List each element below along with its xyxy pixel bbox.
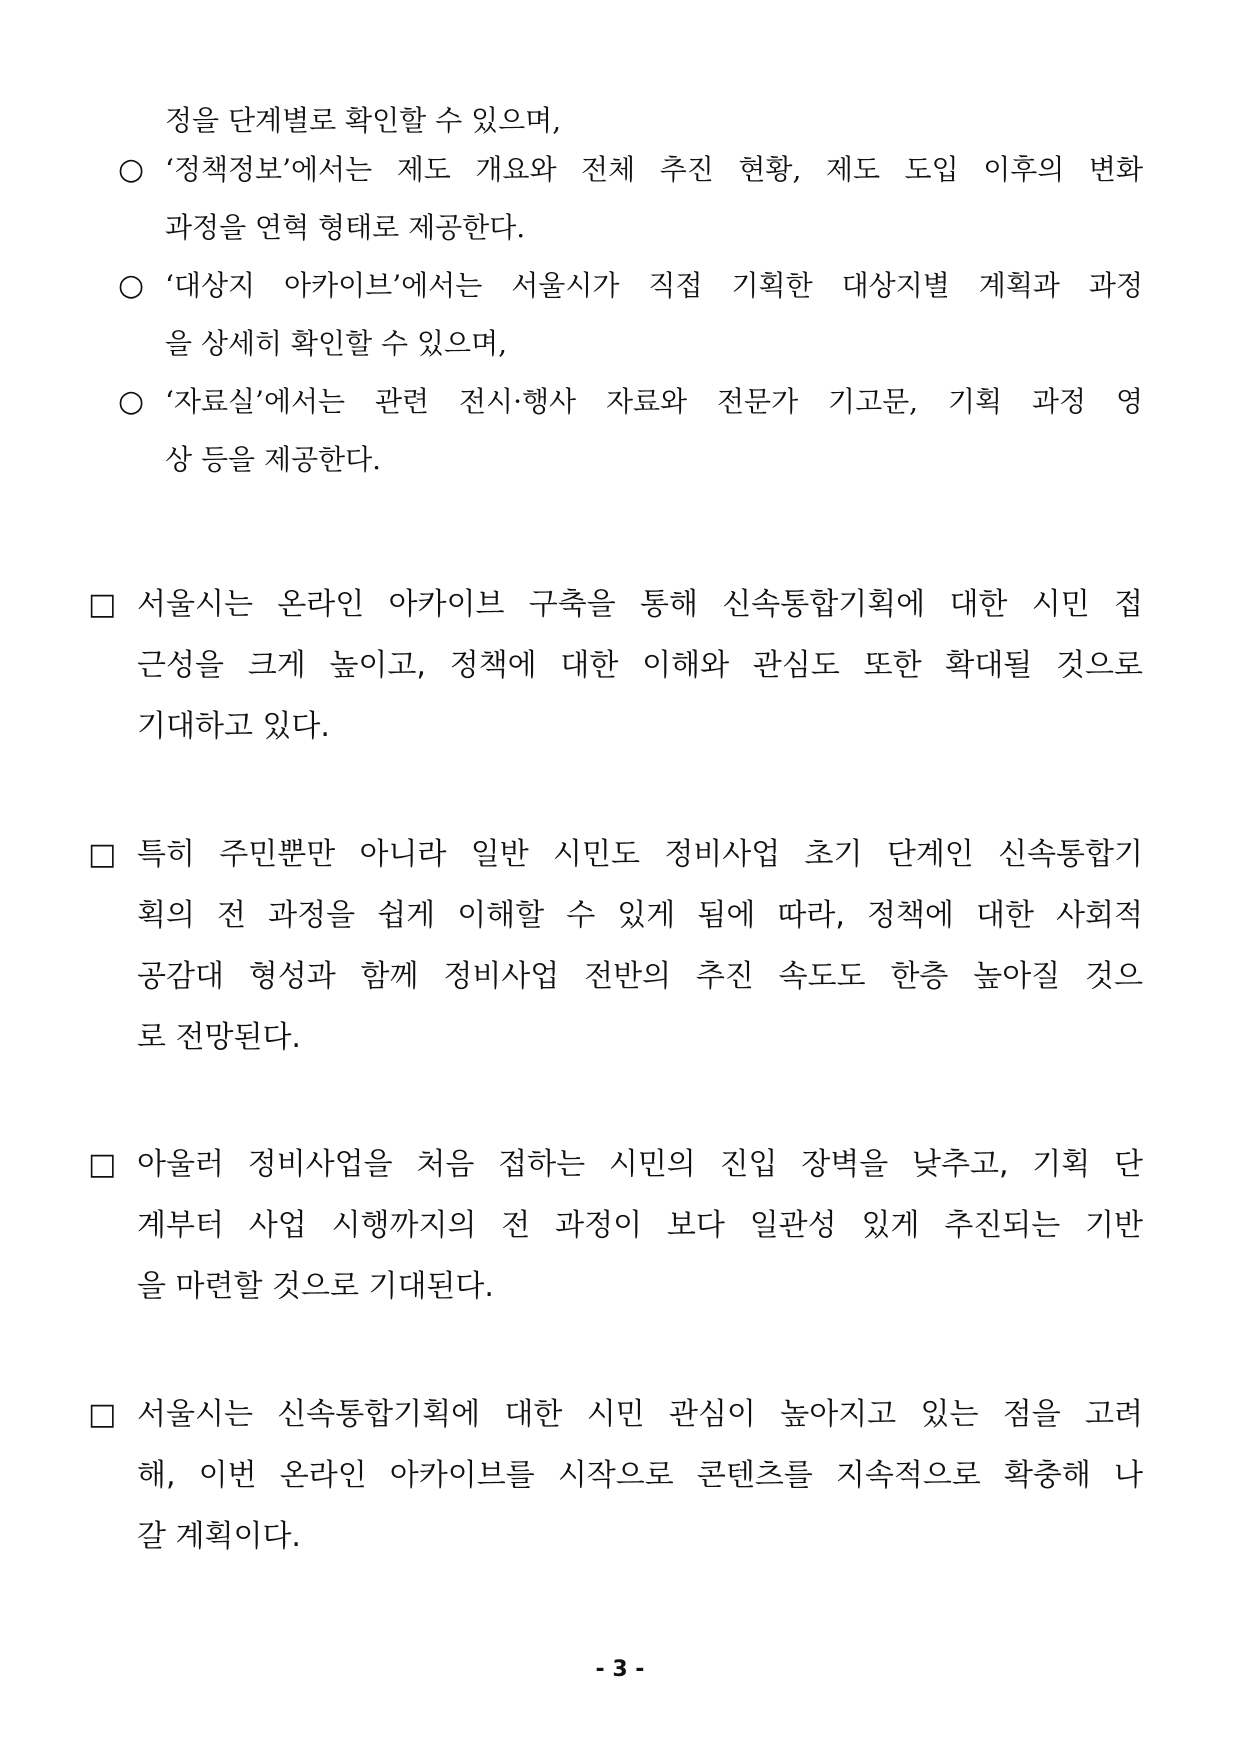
- paragraph-line: 특히 주민뿐만 아니라 일반 시민도 정비사업 초기 단계인 신속통합기: [137, 837, 1143, 872]
- circle-bullet-line: ‘대상지 아카이브’에서는 서울시가 직접 기획한 대상지별 계획과 과정: [165, 269, 1143, 302]
- paragraph-line: 갈 계획이다.: [137, 1519, 301, 1554]
- circle-bullet-line: 을 상세히 확인할 수 있으며,: [165, 327, 508, 360]
- circle-bullet-icon: ○: [118, 384, 145, 419]
- paragraph-line: 서울시는 온라인 아카이브 구축을 통해 신속통합기획에 대한 시민 접: [137, 587, 1143, 622]
- paragraph-line: 로 전망된다.: [137, 1020, 301, 1055]
- square-bullet-icon: □: [88, 837, 117, 872]
- continuation-line: 정을 단계별로 확인할 수 있으며,: [165, 104, 562, 137]
- paragraph-line: 획의 전 과정을 쉽게 이해할 수 있게 됨에 따라, 정책에 대한 사회적: [137, 898, 1143, 933]
- square-bullet-icon: □: [88, 1397, 117, 1432]
- square-bullet-icon: □: [88, 1147, 117, 1182]
- paragraph-line: 을 마련할 것으로 기대된다.: [137, 1269, 494, 1304]
- circle-bullet-icon: ○: [118, 152, 145, 187]
- paragraph-line: 아울러 정비사업을 처음 접하는 시민의 진입 장벽을 낮추고, 기획 단: [137, 1147, 1143, 1182]
- paragraph-line: 근성을 크게 높이고, 정책에 대한 이해와 관심도 또한 확대될 것으로: [137, 648, 1143, 683]
- circle-bullet-line: 상 등을 제공한다.: [165, 443, 382, 476]
- paragraph-line: 계부터 사업 시행까지의 전 과정이 보다 일관성 있게 추진되는 기반: [137, 1208, 1143, 1243]
- circle-bullet-line: 과정을 연혁 형태로 제공한다.: [165, 211, 526, 244]
- circle-bullet-icon: ○: [118, 268, 145, 303]
- paragraph-line: 기대하고 있다.: [137, 709, 330, 744]
- square-bullet-icon: □: [88, 587, 117, 622]
- paragraph-line: 공감대 형성과 함께 정비사업 전반의 추진 속도도 한층 높아질 것으: [137, 959, 1143, 994]
- circle-bullet-line: ‘자료실’에서는 관련 전시·행사 자료와 전문가 기고문, 기획 과정 영: [165, 385, 1143, 418]
- circle-bullet-line: ‘정책정보’에서는 제도 개요와 전체 추진 현황, 제도 도입 이후의 변화: [165, 153, 1143, 186]
- page-number: - 3 -: [595, 1657, 645, 1682]
- paragraph-line: 서울시는 신속통합기획에 대한 시민 관심이 높아지고 있는 점을 고려: [137, 1397, 1143, 1432]
- paragraph-line: 해, 이번 온라인 아카이브를 시작으로 콘텐츠를 지속적으로 확충해 나: [137, 1458, 1143, 1493]
